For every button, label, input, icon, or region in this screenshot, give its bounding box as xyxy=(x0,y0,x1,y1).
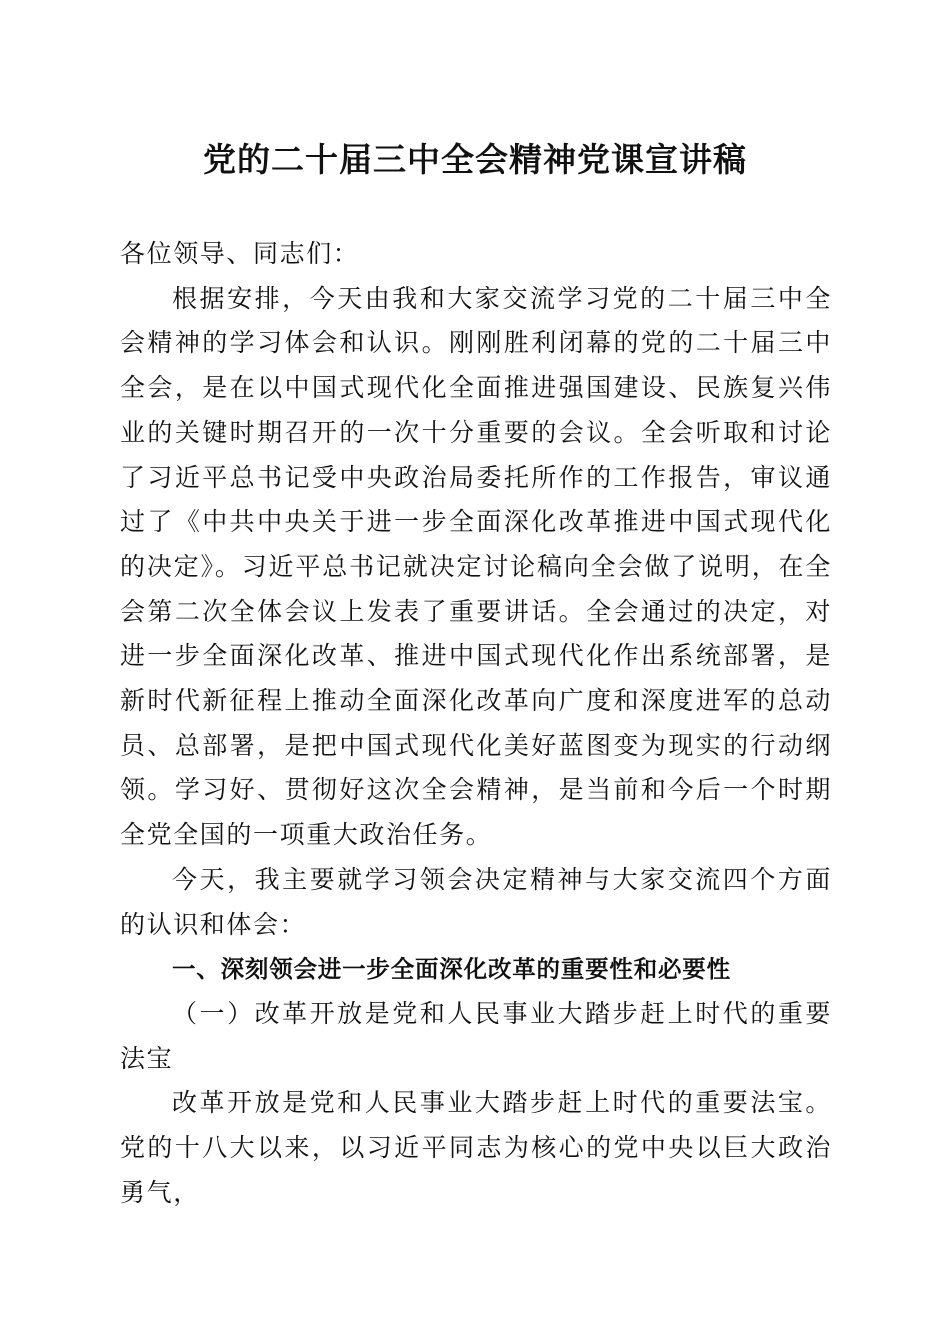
paragraph-reform: 改革开放是党和人民事业大踏步赶上时代的重要法宝。党的十八大以来，以习近平同志为核心的党中央以巨大政治勇气， xyxy=(120,1088,832,1207)
section-heading-1: 一、深刻领会进一步全面深化改革的重要性和必要性 xyxy=(172,955,731,984)
paragraph-intro: 根据安排，今天由我和大家交流学习党的二十届三中全会精神的学习体会和认识。刚刚胜利闭幕的党的二十届三中全会，是在以中国式现代化全面推进强国建设、民族复兴伟业的关键时期召开的一次十分重要的会议。全会听取和讨论了习近平总书记受中央政治局委托所作的工作报告，审议通过了《中共中央关于进一步全面深化改革推进中国式现代化的决定》。习近平总书记就决定讨论稿向全会做了说明，在全会第二次全体会议上发表了重要讲话。全会通过的决定，对进一步全面深化改革、推进中国式现代化作出系统部署，是新时代新征程上推动全面深化改革向广度和深度进军的总动员、总部署，是把中国式现代化美好蓝图变为现实的行动纲领。学习好、贯彻好这次全会精神，是当前和今后一个时期全党全国的一项重大政治任务。 xyxy=(120,283,832,850)
document-title: 党的二十届三中全会精神党课宣讲稿 xyxy=(203,140,747,179)
document-body xyxy=(120,232,832,1215)
paragraph-outline: 今天，我主要就学习领会决定精神与大家交流四个方面的认识和体会： xyxy=(120,864,832,939)
salutation: 各位领导、同志们： xyxy=(120,239,360,268)
subsection-heading-1: （一）改革开放是党和人民事业大踏步赶上时代的重要法宝 xyxy=(120,998,832,1073)
